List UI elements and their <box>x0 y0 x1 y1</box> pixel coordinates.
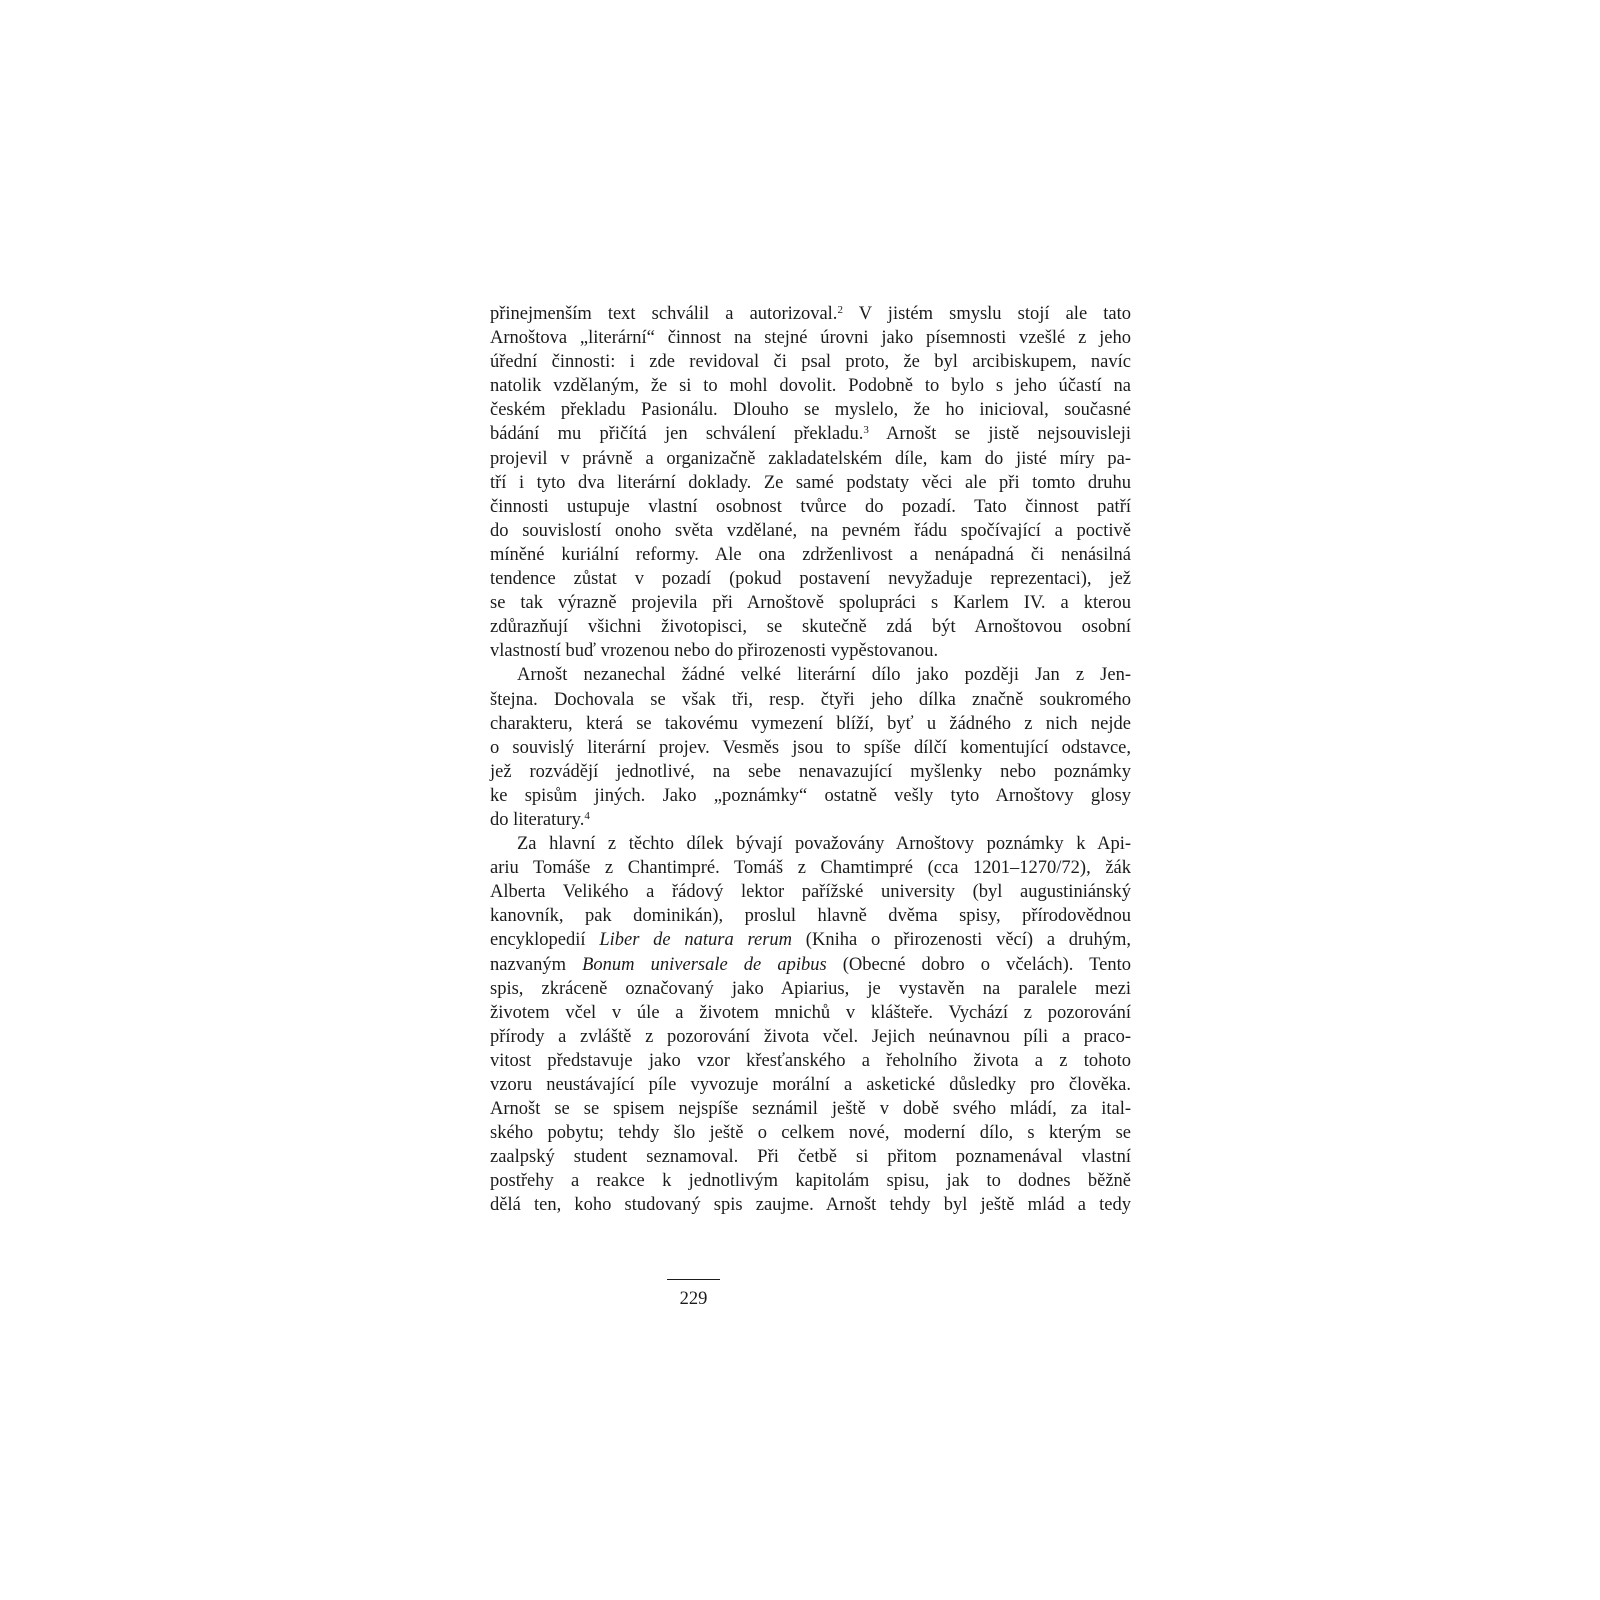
book-title-bonum-universale: Bonum universale de apibus <box>582 954 827 975</box>
text-line: ského pobytu; tehdy šlo ještě o celkem nové, moderní dílo, s kterým se <box>490 1123 1131 1144</box>
text-line: Arnošt nezanechal žádné velké literární dílo jako později Jan z Jen- <box>517 665 1131 686</box>
text-line: Arnoštova „literární“ činnost na stejné úrovni jako písemnosti vzešlé z jeho <box>490 328 1131 349</box>
text-line: přinejmenším text schválil a autorizoval.$^2$ V jistém smyslu stojí ale tato <box>490 304 1131 324</box>
text-line: vlastností buď vrozenou nebo do přirozenosti vypěstovanou. <box>490 641 939 662</box>
text-line: projevil v právně a organizačně zakladatelském díle, kam do jisté míry pa- <box>490 448 1131 469</box>
text-line: bádání mu přičítá jen schválení překladu.$^3$ Arnošt se jistě nejsouvisleji <box>490 424 1131 445</box>
text-line: jež rozvádějí jednotlivé, na sebe nenavazující myšlenky nebo poznámky <box>490 761 1131 782</box>
text-line: úřední činnosti: i zde revidoval či psal proto, že byl arcibiskupem, navíc <box>490 352 1131 373</box>
text-line: Arnošt se se spisem nejspíše seznámil ještě v době svého mládí, za ital- <box>490 1099 1131 1120</box>
text-line: ke spisům jiných. Jako „poznámky“ ostatně vešly tyto Arnoštovy glosy <box>490 785 1131 806</box>
text-line: vzoru neustávající píle vyvozuje morální a asketické důsledky pro člověka. <box>490 1075 1131 1095</box>
text-line: českém překladu Pasionálu. Dlouho se myslelo, že ho inicioval, současné <box>490 400 1131 421</box>
text-line: do literatury.$^4$ <box>490 809 590 830</box>
text-line: štejna. Dochovala se však tři, resp. čtyři jeho dílka značně soukromého <box>490 689 1131 710</box>
footnote-ref-4: 4 <box>584 809 590 822</box>
text-line: spis, zkráceně označovaný jako Apiarius, je vystavěn na paralele mezi <box>490 978 1131 999</box>
text-line: Alberta Velikého a řádový lektor pařížské university (byl augustiniánský <box>490 882 1131 903</box>
text-line: zdůrazňují všichni životopisci, se skutečně zdá být Arnoštovou osobní <box>490 617 1131 638</box>
text-line: tendence zůstat v pozadí (pokud postavení nevyžaduje reprezentaci), jež <box>490 569 1131 590</box>
text-line: životem včel v úle a životem mnichů v klášteře. Vychází z pozorování <box>490 1002 1131 1023</box>
text-line: míněné kuriální reformy. Ale ona zdrženlivost a nenápadná či nenásilná <box>490 544 1131 565</box>
text-line: tří i tyto dva literární doklady. Ze samé podstaty věci ale při tomto druhu <box>490 472 1131 493</box>
body-text <box>490 302 1131 1218</box>
text-line: encyklopedií Liber de natura rerum (Kniha o přirozenosti věcí) a druhým, <box>490 930 1131 951</box>
footer-rule <box>667 1279 720 1280</box>
text-line: dělá ten, koho studovaný spis zaujme. Arnošt tehdy byl ještě mlád a tedy <box>490 1195 1131 1216</box>
text-line: kanovník, pak dominikán), proslul hlavně dvěma spisy, přírodovědnou <box>490 906 1131 927</box>
text-line: zaalpský student seznamoval. Při četbě si přitom poznamenával vlastní <box>490 1147 1131 1168</box>
text-line: nazvaným Bonum universale de apibus (Obecné dobro o včelách). Tento <box>490 954 1131 975</box>
paragraph-1 <box>490 302 1131 663</box>
text-line: charakteru, která se takovému vymezení blíží, byť u žádného z nich nejde <box>490 713 1131 734</box>
paragraph-3 <box>490 832 1131 1218</box>
page-number: 229 <box>679 1289 708 1309</box>
text-line: o souvislý literární projev. Vesměs jsou to spíše dílčí komentující odstavce, <box>490 737 1131 758</box>
text-line: ariu Tomáše z Chantimpré. Tomáš z Chamtimpré (cca 1201–1270/72), žák <box>490 858 1131 879</box>
text-line: činnosti ustupuje vlastní osobnost tvůrce do pozadí. Tato činnost patří <box>490 496 1131 517</box>
footnote-ref-3: 3 <box>863 424 869 437</box>
text-line: natolik vzdělaným, že si to mohl dovolit. Podobně to bylo s jeho účastí na <box>490 376 1131 397</box>
paragraph-2 <box>490 663 1131 832</box>
text-line: Za hlavní z těchto dílek bývají považovány Arnoštovy poznámky k Api- <box>517 834 1131 855</box>
text-line: vitost představuje jako vzor křesťanského a řeholního života a z tohoto <box>490 1050 1131 1071</box>
book-title-liber-de-natura-rerum: Liber de natura rerum <box>599 930 793 951</box>
footnote-ref-2: 2 <box>837 304 843 316</box>
text-line: postřehy a reakce k jednotlivým kapitolám spisu, jak to dodnes běžně <box>490 1171 1131 1192</box>
text-line: do souvislostí onoho světa vzdělané, na pevném řádu spočívající a poctivě <box>490 520 1131 541</box>
text-line: se tak výrazně projevila při Arnoštově spolupráci s Karlem IV. a kterou <box>490 593 1131 614</box>
text-line: přírody a zvláště z pozorování života včel. Jejich neúnavnou píli a praco- <box>490 1026 1131 1047</box>
